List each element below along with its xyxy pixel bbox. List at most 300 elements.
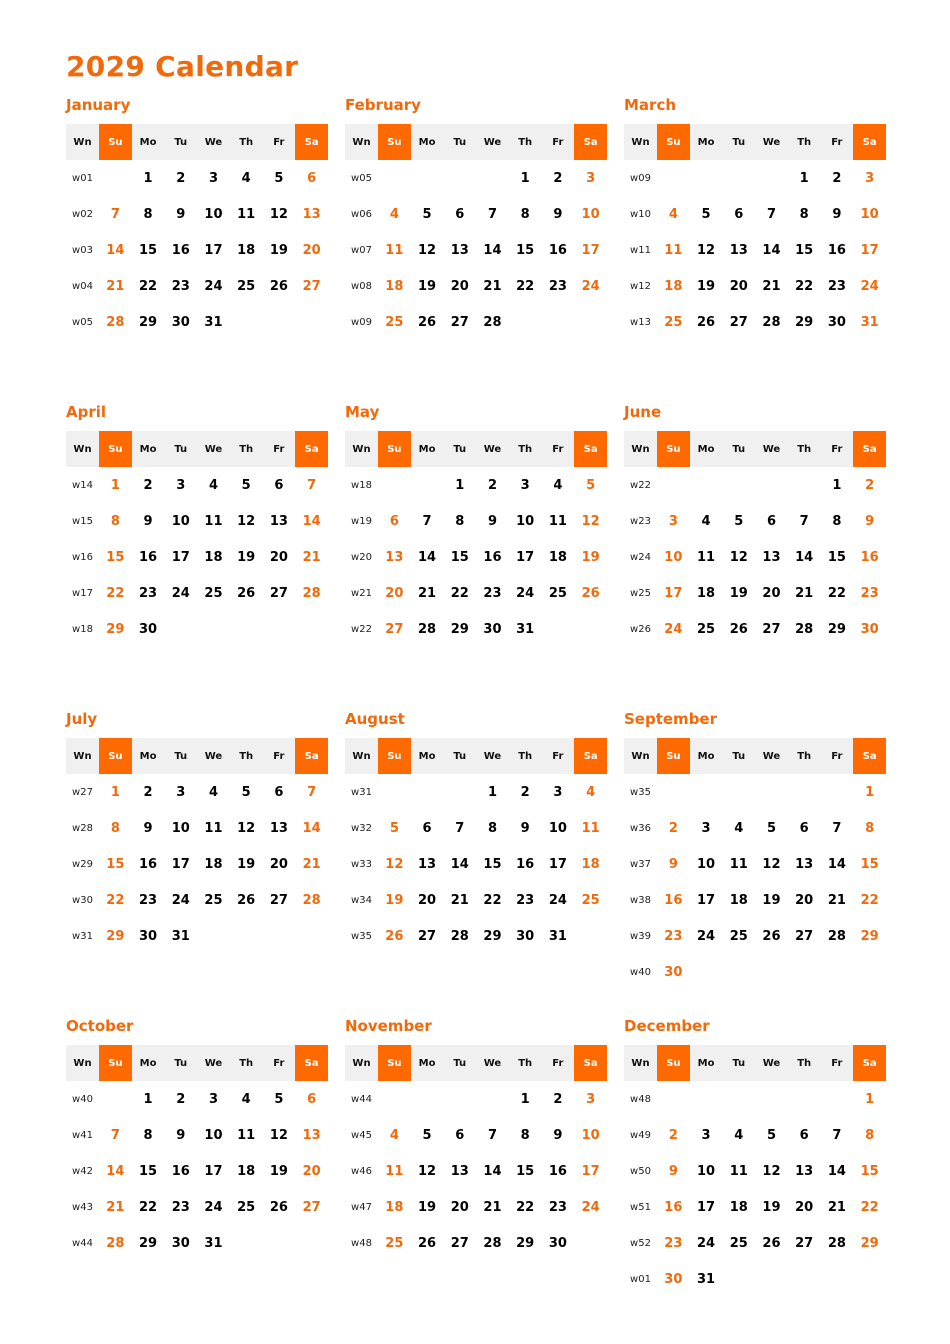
day-cell: 24	[860, 278, 879, 294]
week-row	[66, 1225, 328, 1261]
week-number: w36	[630, 822, 651, 834]
day-cell: 12	[385, 856, 404, 872]
day-cell: 27	[269, 585, 288, 601]
day-cell	[657, 774, 690, 810]
month-name: May	[345, 403, 380, 421]
week-number: w49	[630, 1129, 651, 1141]
day-cell: 21	[450, 892, 469, 908]
day-cell: 20	[762, 585, 781, 601]
weekday-header: Wn	[66, 124, 99, 160]
day-cell: 17	[697, 892, 716, 908]
day-cell: 2	[176, 1091, 186, 1107]
month-grid	[624, 1045, 886, 1297]
day-cell: 14	[827, 1163, 846, 1179]
month-october	[66, 1016, 328, 1261]
weekday-header: Su	[378, 124, 411, 160]
day-cell: 29	[139, 1235, 158, 1251]
day-cell: 5	[734, 513, 744, 529]
day-cell: 30	[664, 1271, 683, 1287]
week-row	[66, 232, 328, 268]
day-cell: 8	[799, 206, 809, 222]
weekday-header: Tu	[164, 431, 197, 467]
week-row	[66, 611, 328, 647]
day-cell: 2	[143, 784, 153, 800]
week-number: w45	[351, 1129, 372, 1141]
week-number: w01	[630, 1273, 651, 1285]
day-cell	[295, 918, 328, 954]
day-cell	[230, 304, 263, 340]
day-cell	[853, 1261, 886, 1297]
week-number: w28	[72, 822, 93, 834]
day-cell	[411, 467, 444, 503]
month-december	[624, 1016, 886, 1297]
month-january	[66, 95, 328, 340]
day-cell: 18	[204, 549, 223, 565]
day-cell: 25	[204, 585, 223, 601]
day-cell: 7	[766, 206, 776, 222]
day-cell: 12	[269, 1127, 288, 1143]
week-row	[345, 503, 607, 539]
week-number: w05	[351, 172, 372, 184]
day-cell: 25	[697, 621, 716, 637]
weekday-header: We	[476, 431, 509, 467]
day-cell: 15	[483, 856, 502, 872]
month-grid	[66, 738, 328, 954]
day-cell: 22	[483, 892, 502, 908]
day-cell: 23	[548, 1199, 567, 1215]
day-cell: 18	[664, 278, 683, 294]
day-cell: 9	[553, 206, 563, 222]
day-cell: 26	[729, 621, 748, 637]
day-cell: 13	[762, 549, 781, 565]
week-number: w10	[630, 208, 651, 220]
week-row	[66, 539, 328, 575]
day-cell: 25	[729, 928, 748, 944]
day-cell: 11	[237, 1127, 256, 1143]
day-cell: 8	[865, 1127, 875, 1143]
week-number: w50	[630, 1165, 651, 1177]
week-row	[624, 846, 886, 882]
day-cell: 8	[865, 820, 875, 836]
week-row	[624, 882, 886, 918]
day-cell: 6	[455, 206, 465, 222]
month-may	[345, 402, 607, 647]
day-cell: 6	[799, 820, 809, 836]
day-cell: 29	[450, 621, 469, 637]
weekday-header: Sa	[295, 124, 328, 160]
day-cell: 26	[418, 1235, 437, 1251]
weekday-header: Sa	[574, 1045, 607, 1081]
day-cell: 9	[668, 1163, 678, 1179]
day-cell	[574, 1225, 607, 1261]
weekday-header: Mo	[132, 431, 165, 467]
day-cell	[378, 1081, 411, 1117]
day-cell: 24	[581, 278, 600, 294]
month-march	[624, 95, 886, 340]
week-row	[345, 232, 607, 268]
day-cell	[755, 1081, 788, 1117]
day-cell	[722, 1081, 755, 1117]
day-cell: 9	[832, 206, 842, 222]
weekday-header: Mo	[411, 1045, 444, 1081]
week-number: w09	[351, 316, 372, 328]
month-name: September	[624, 710, 717, 728]
day-cell: 20	[450, 1199, 469, 1215]
day-cell	[378, 467, 411, 503]
day-cell: 23	[171, 1199, 190, 1215]
day-cell: 1	[110, 784, 120, 800]
weekday-header: Tu	[164, 124, 197, 160]
week-row	[66, 1189, 328, 1225]
day-cell: 13	[418, 856, 437, 872]
month-name: November	[345, 1017, 432, 1035]
day-cell	[443, 160, 476, 196]
day-cell	[99, 1081, 132, 1117]
weekday-header: We	[755, 431, 788, 467]
day-cell: 23	[483, 585, 502, 601]
day-cell: 25	[385, 1235, 404, 1251]
day-cell: 23	[516, 892, 535, 908]
day-cell: 23	[664, 928, 683, 944]
weekday-header-row	[66, 431, 328, 467]
day-cell: 1	[832, 477, 842, 493]
week-row	[345, 1153, 607, 1189]
day-cell: 5	[422, 1127, 432, 1143]
day-cell: 19	[385, 892, 404, 908]
week-number: w42	[72, 1165, 93, 1177]
day-cell	[722, 160, 755, 196]
day-cell	[378, 160, 411, 196]
day-cell: 17	[860, 242, 879, 258]
day-cell: 12	[237, 513, 256, 529]
weekday-header: Wn	[345, 431, 378, 467]
weekday-header: Wn	[66, 431, 99, 467]
day-cell: 31	[171, 928, 190, 944]
day-cell: 16	[139, 856, 158, 872]
day-cell: 4	[389, 1127, 399, 1143]
week-number: w16	[72, 551, 93, 563]
week-number: w04	[72, 280, 93, 292]
weekday-header: Mo	[411, 431, 444, 467]
day-cell	[230, 1225, 263, 1261]
day-cell: 3	[553, 784, 563, 800]
week-row	[345, 774, 607, 810]
day-cell: 29	[516, 1235, 535, 1251]
day-cell: 9	[487, 513, 497, 529]
day-cell: 24	[204, 1199, 223, 1215]
day-cell: 12	[269, 206, 288, 222]
weekday-header-row	[624, 1045, 886, 1081]
day-cell: 30	[171, 314, 190, 330]
week-row	[345, 304, 607, 340]
day-cell: 24	[548, 892, 567, 908]
day-cell: 19	[729, 585, 748, 601]
day-cell	[690, 774, 723, 810]
weekday-header: Mo	[690, 738, 723, 774]
week-number: w40	[630, 966, 651, 978]
day-cell: 10	[204, 1127, 223, 1143]
month-grid	[345, 431, 607, 647]
day-cell: 24	[516, 585, 535, 601]
week-number: w27	[72, 786, 93, 798]
weekday-header: Tu	[443, 1045, 476, 1081]
day-cell: 2	[668, 1127, 678, 1143]
day-cell: 25	[237, 1199, 256, 1215]
day-cell: 3	[208, 170, 218, 186]
day-cell: 29	[827, 621, 846, 637]
week-row	[624, 575, 886, 611]
week-number: w31	[72, 930, 93, 942]
weekday-header: Fr	[542, 124, 575, 160]
week-number: w47	[351, 1201, 372, 1213]
day-cell: 4	[241, 170, 251, 186]
week-row	[345, 846, 607, 882]
day-cell: 8	[143, 1127, 153, 1143]
day-cell: 4	[208, 784, 218, 800]
weekday-header: Tu	[722, 431, 755, 467]
day-cell: 18	[237, 1163, 256, 1179]
day-cell: 23	[827, 278, 846, 294]
day-cell: 17	[581, 1163, 600, 1179]
week-row	[624, 196, 886, 232]
day-cell: 29	[860, 1235, 879, 1251]
day-cell: 28	[450, 928, 469, 944]
day-cell: 3	[586, 170, 596, 186]
day-cell: 24	[697, 1235, 716, 1251]
day-cell	[476, 1081, 509, 1117]
weekday-header: Fr	[263, 431, 296, 467]
week-number: w21	[351, 587, 372, 599]
day-cell: 30	[664, 964, 683, 980]
week-row	[345, 611, 607, 647]
week-number: w05	[72, 316, 93, 328]
week-number: w18	[72, 623, 93, 635]
day-cell: 3	[668, 513, 678, 529]
weekday-header: Su	[99, 431, 132, 467]
day-cell: 23	[171, 278, 190, 294]
day-cell: 29	[795, 314, 814, 330]
week-number: w46	[351, 1165, 372, 1177]
day-cell: 11	[729, 856, 748, 872]
day-cell: 13	[795, 1163, 814, 1179]
weekday-header: Fr	[821, 431, 854, 467]
day-cell: 6	[455, 1127, 465, 1143]
day-cell: 19	[269, 242, 288, 258]
day-cell: 1	[110, 477, 120, 493]
day-cell	[755, 160, 788, 196]
month-name: December	[624, 1017, 710, 1035]
day-cell	[295, 611, 328, 647]
weekday-header: Fr	[263, 738, 296, 774]
day-cell: 14	[762, 242, 781, 258]
day-cell: 10	[581, 1127, 600, 1143]
day-cell: 13	[729, 242, 748, 258]
week-row	[624, 1225, 886, 1261]
day-cell	[657, 467, 690, 503]
day-cell: 11	[204, 513, 223, 529]
day-cell	[788, 954, 821, 990]
weekday-header: Sa	[853, 738, 886, 774]
day-cell	[690, 160, 723, 196]
day-cell: 17	[171, 856, 190, 872]
weekday-header: We	[755, 738, 788, 774]
weekday-header: Mo	[690, 124, 723, 160]
day-cell: 12	[697, 242, 716, 258]
day-cell: 19	[697, 278, 716, 294]
day-cell: 8	[143, 206, 153, 222]
weekday-header: We	[755, 124, 788, 160]
day-cell: 16	[171, 242, 190, 258]
day-cell: 16	[827, 242, 846, 258]
weekday-header: Mo	[690, 431, 723, 467]
day-cell: 5	[586, 477, 596, 493]
day-cell: 18	[385, 278, 404, 294]
day-cell: 25	[664, 314, 683, 330]
month-name: July	[66, 710, 98, 728]
day-cell: 24	[204, 278, 223, 294]
day-cell: 28	[302, 892, 321, 908]
day-cell: 30	[139, 928, 158, 944]
week-row	[345, 1225, 607, 1261]
week-row	[624, 503, 886, 539]
day-cell: 27	[418, 928, 437, 944]
week-row	[624, 918, 886, 954]
day-cell: 11	[237, 206, 256, 222]
day-cell: 6	[274, 477, 284, 493]
day-cell	[722, 1261, 755, 1297]
day-cell: 28	[762, 314, 781, 330]
weekday-header: Sa	[295, 738, 328, 774]
month-grid	[66, 1045, 328, 1261]
weekday-header: Wn	[624, 738, 657, 774]
weekday-header: Tu	[722, 1045, 755, 1081]
day-cell: 26	[418, 314, 437, 330]
day-cell: 21	[106, 278, 125, 294]
week-number: w29	[72, 858, 93, 870]
day-cell: 10	[548, 820, 567, 836]
day-cell: 13	[302, 1127, 321, 1143]
day-cell: 13	[302, 206, 321, 222]
day-cell: 27	[302, 1199, 321, 1215]
day-cell: 9	[668, 856, 678, 872]
week-row	[66, 160, 328, 196]
weekday-header: Sa	[853, 124, 886, 160]
weekday-header: Mo	[411, 124, 444, 160]
day-cell: 22	[795, 278, 814, 294]
week-number: w51	[630, 1201, 651, 1213]
day-cell: 30	[516, 928, 535, 944]
day-cell: 21	[762, 278, 781, 294]
day-cell: 26	[385, 928, 404, 944]
day-cell: 3	[701, 820, 711, 836]
weekday-header: Su	[657, 124, 690, 160]
day-cell: 17	[516, 549, 535, 565]
week-row	[624, 160, 886, 196]
day-cell: 16	[516, 856, 535, 872]
page-title: 2029 Calendar	[66, 50, 299, 83]
day-cell: 15	[106, 856, 125, 872]
day-cell: 14	[827, 856, 846, 872]
day-cell: 6	[307, 1091, 317, 1107]
weekday-header: We	[476, 124, 509, 160]
day-cell: 1	[799, 170, 809, 186]
day-cell: 18	[385, 1199, 404, 1215]
month-april	[66, 402, 328, 647]
day-cell: 5	[766, 820, 776, 836]
day-cell: 14	[418, 549, 437, 565]
day-cell	[197, 611, 230, 647]
weekday-header: Sa	[295, 1045, 328, 1081]
day-cell: 7	[832, 820, 842, 836]
weekday-header-row	[624, 738, 886, 774]
month-grid	[345, 1045, 607, 1261]
day-cell: 6	[389, 513, 399, 529]
day-cell: 6	[274, 784, 284, 800]
day-cell	[821, 954, 854, 990]
weekday-header: Su	[99, 124, 132, 160]
weekday-header: Mo	[411, 738, 444, 774]
day-cell	[788, 1081, 821, 1117]
day-cell: 19	[418, 278, 437, 294]
month-september	[624, 709, 886, 990]
day-cell: 8	[520, 1127, 530, 1143]
weekday-header: We	[197, 738, 230, 774]
day-cell: 9	[865, 513, 875, 529]
day-cell: 20	[385, 585, 404, 601]
weekday-header: Fr	[821, 1045, 854, 1081]
week-row	[624, 232, 886, 268]
weekday-header: We	[197, 1045, 230, 1081]
day-cell	[230, 918, 263, 954]
day-cell: 4	[241, 1091, 251, 1107]
day-cell: 31	[516, 621, 535, 637]
day-cell: 10	[204, 206, 223, 222]
week-number: w44	[351, 1093, 372, 1105]
day-cell: 22	[106, 585, 125, 601]
day-cell: 10	[581, 206, 600, 222]
day-cell: 15	[516, 242, 535, 258]
week-number: w20	[351, 551, 372, 563]
week-row	[66, 268, 328, 304]
week-number: w48	[351, 1237, 372, 1249]
day-cell: 12	[237, 820, 256, 836]
weekday-header: Fr	[542, 1045, 575, 1081]
day-cell: 29	[106, 928, 125, 944]
month-july	[66, 709, 328, 954]
day-cell: 15	[860, 856, 879, 872]
day-cell: 17	[171, 549, 190, 565]
week-number: w34	[351, 894, 372, 906]
weekday-header: Mo	[690, 1045, 723, 1081]
day-cell	[574, 304, 607, 340]
day-cell: 30	[860, 621, 879, 637]
day-cell: 2	[553, 1091, 563, 1107]
weekday-header: Sa	[574, 738, 607, 774]
day-cell: 1	[143, 170, 153, 186]
day-cell: 27	[450, 314, 469, 330]
day-cell: 8	[520, 206, 530, 222]
day-cell: 25	[581, 892, 600, 908]
day-cell: 12	[729, 549, 748, 565]
day-cell: 15	[106, 549, 125, 565]
day-cell: 16	[548, 1163, 567, 1179]
week-row	[624, 611, 886, 647]
weekday-header: Th	[230, 1045, 263, 1081]
week-row	[66, 774, 328, 810]
day-cell: 27	[795, 1235, 814, 1251]
weekday-header: Sa	[295, 431, 328, 467]
week-row	[624, 774, 886, 810]
